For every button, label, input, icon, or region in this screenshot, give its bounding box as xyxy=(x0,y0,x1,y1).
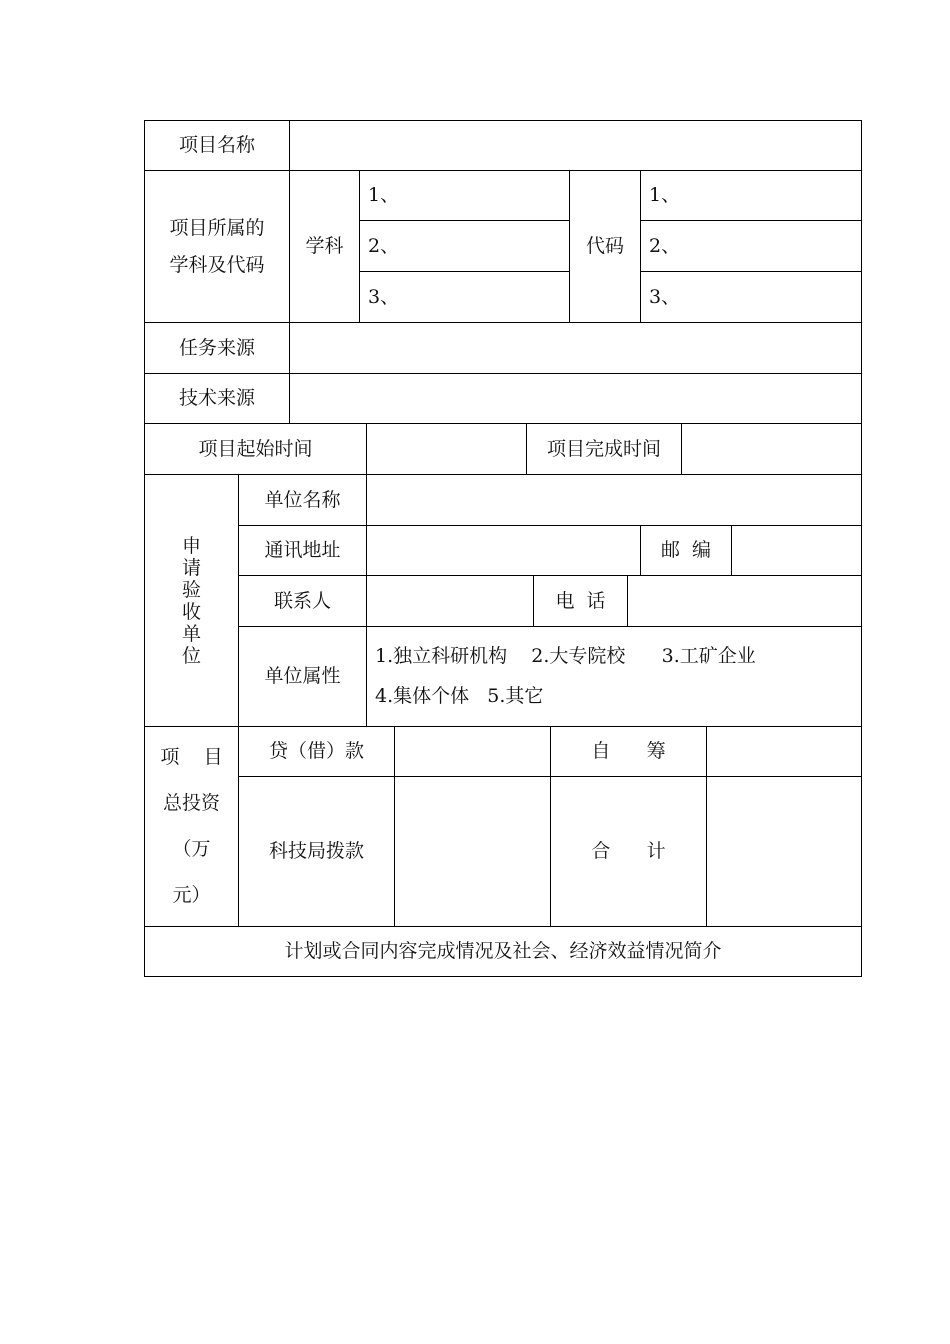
applicant-unit-label xyxy=(144,474,239,727)
tech-source-label xyxy=(144,373,290,424)
code-item-2-text: 2、 xyxy=(649,234,681,257)
self-raised-label xyxy=(550,726,707,777)
tech-source-field[interactable] xyxy=(289,373,862,424)
total-label xyxy=(550,776,707,927)
unit-name-text: 单位名称 xyxy=(264,488,341,511)
self-raised-text: 自 筹 xyxy=(591,740,666,763)
attribute-text: 单位属性 xyxy=(264,665,341,688)
total-investment-label xyxy=(144,726,239,927)
address-field[interactable] xyxy=(366,525,641,576)
summary-text: 计划或合同内容完成情况及社会、经济效益情况简介 xyxy=(284,940,722,963)
summary-heading xyxy=(144,926,862,977)
code-text: 代码 xyxy=(585,235,624,258)
start-time-label xyxy=(144,423,367,475)
phone-label xyxy=(533,575,628,627)
start-time-field[interactable] xyxy=(366,423,527,475)
postcode-text: 邮 编 xyxy=(660,539,712,562)
unit-name-label xyxy=(238,474,367,526)
total-field[interactable] xyxy=(706,776,862,927)
discipline-code-label xyxy=(144,170,290,323)
attribute-options-line1: 1.独立科研机构 2.大专院校 3.工矿企业 xyxy=(375,645,756,668)
attribute-label xyxy=(238,626,367,727)
tech-source-text: 技术来源 xyxy=(178,387,255,410)
applicant-char: 验 xyxy=(181,578,201,601)
self-raised-field[interactable] xyxy=(706,726,862,777)
task-source-text: 任务来源 xyxy=(178,336,255,359)
loan-label xyxy=(238,726,395,777)
code-item-2[interactable] xyxy=(640,220,862,272)
end-time-label xyxy=(526,423,682,475)
phone-field[interactable] xyxy=(627,575,862,627)
contact-field[interactable] xyxy=(366,575,534,627)
applicant-char: 请 xyxy=(181,556,201,579)
contact-text: 联系人 xyxy=(273,589,331,612)
attribute-options-line2: 4.集体个体 5.其它 xyxy=(375,684,544,707)
total-text: 合 计 xyxy=(591,840,666,863)
start-time-text: 项目起始时间 xyxy=(198,437,313,460)
discipline-label-line2: 学科及代码 xyxy=(169,253,265,276)
subject-item-2[interactable] xyxy=(359,220,570,272)
loan-field[interactable] xyxy=(394,726,551,777)
project-name-text: 项目名称 xyxy=(178,134,255,157)
investment-line1: 项 目 xyxy=(160,746,223,769)
code-item-1[interactable] xyxy=(640,170,862,221)
subject-text: 学科 xyxy=(305,235,344,258)
subject-item-2-text: 2、 xyxy=(368,234,400,257)
address-label xyxy=(238,525,367,576)
bureau-fund-field[interactable] xyxy=(394,776,551,927)
bureau-fund-label xyxy=(238,776,395,927)
contact-label xyxy=(238,575,367,627)
loan-text: 贷（借）款 xyxy=(268,740,364,763)
discipline-label-line1: 项目所属的 xyxy=(169,216,265,239)
task-source-field[interactable] xyxy=(289,322,862,374)
code-label xyxy=(569,170,641,323)
end-time-text: 项目完成时间 xyxy=(546,437,661,460)
subject-label xyxy=(289,170,360,323)
bureau-fund-text: 科技局拨款 xyxy=(268,840,364,863)
applicant-char: 申 xyxy=(181,534,201,557)
unit-name-field[interactable] xyxy=(366,474,862,526)
end-time-field[interactable] xyxy=(681,423,862,475)
address-text: 通讯地址 xyxy=(264,539,341,562)
task-source-label xyxy=(144,322,290,374)
phone-text: 电 话 xyxy=(555,589,606,612)
applicant-char: 位 xyxy=(181,644,201,667)
project-name-label xyxy=(144,120,290,171)
subject-item-1-text: 1、 xyxy=(368,184,400,207)
subject-item-3-text: 3、 xyxy=(368,285,400,308)
applicant-char: 单 xyxy=(181,622,201,645)
investment-line4: 元） xyxy=(172,883,211,906)
investment-line2: 总投资 xyxy=(162,792,220,815)
investment-line3: （万 xyxy=(172,837,211,860)
code-item-3[interactable] xyxy=(640,271,862,323)
postcode-field[interactable] xyxy=(731,525,862,576)
subject-item-3[interactable] xyxy=(359,271,570,323)
project-name-field[interactable] xyxy=(289,120,862,171)
subject-item-1[interactable] xyxy=(359,170,570,221)
code-item-1-text: 1、 xyxy=(649,184,681,207)
attribute-options[interactable] xyxy=(366,626,862,727)
code-item-3-text: 3、 xyxy=(649,285,681,308)
postcode-label xyxy=(640,525,732,576)
applicant-char: 收 xyxy=(181,600,201,623)
